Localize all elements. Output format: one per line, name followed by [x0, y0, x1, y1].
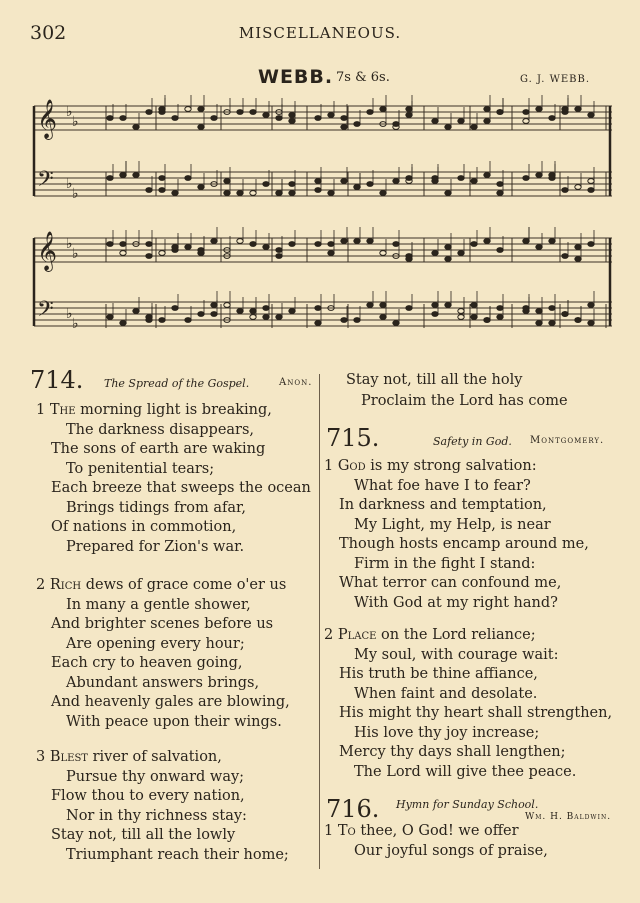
column-divider	[319, 374, 320, 869]
note-head	[237, 309, 243, 314]
running-head: MISCELLANEOUS.	[238, 24, 402, 42]
note-head	[198, 107, 204, 112]
verse-line: With peace upon their wings.	[66, 713, 282, 730]
note-head	[315, 179, 321, 184]
note-head	[276, 191, 282, 196]
note-head	[380, 191, 386, 196]
note-head	[328, 191, 334, 196]
note-head	[315, 306, 321, 311]
verse-line: Prepared for Zion's war.	[66, 538, 245, 555]
note-head	[588, 179, 594, 184]
note-head	[341, 125, 347, 130]
verse-line: Firm in the fight I stand:	[354, 555, 536, 572]
note-head	[549, 176, 555, 181]
note-head	[354, 239, 360, 244]
note-head	[198, 312, 204, 317]
note-head	[263, 113, 269, 118]
verse-line: Brings tidings from afar,	[66, 499, 246, 516]
treble-clef: 𝄞	[37, 231, 58, 271]
note-head	[107, 176, 113, 181]
key-flat: ♭	[66, 236, 73, 252]
bar-lines	[34, 106, 610, 328]
note-head	[575, 257, 581, 262]
verse-line: In darkness and temptation,	[339, 497, 547, 513]
note-head	[445, 245, 451, 250]
key-flat: ♭	[72, 114, 79, 130]
hymn-title-716: Hymn for Sunday School.	[396, 798, 539, 811]
note-head	[471, 242, 477, 247]
verse-line: In many a gentle shower,	[66, 596, 251, 613]
note-head	[159, 318, 165, 323]
note-head	[549, 306, 555, 311]
note-head	[315, 116, 321, 121]
verse-line: 3 Blest river of salvation,	[36, 749, 222, 765]
note-head	[536, 245, 542, 250]
note-head	[315, 188, 321, 193]
verse-line: Abundant answers brings,	[66, 674, 260, 691]
note-head	[289, 119, 295, 124]
note-head	[484, 173, 490, 178]
note-head	[497, 182, 503, 187]
verse-line: The sons of earth are waking	[51, 441, 266, 457]
note-head	[250, 315, 256, 320]
verse-line: My Light, my Help, is near	[354, 516, 551, 533]
note-head	[562, 188, 568, 193]
hymn-author-715: Montgomery.	[530, 435, 605, 446]
note-head	[185, 107, 191, 112]
clefs	[37, 99, 79, 332]
note-head	[263, 306, 269, 311]
note-head	[445, 191, 451, 196]
note-head	[107, 116, 113, 121]
key-flat: ♭	[72, 316, 79, 332]
verse-line: Mercy thy days shall lengthen;	[339, 744, 566, 760]
note-head	[224, 303, 230, 308]
hymn-title-714: The Spread of the Gospel.	[104, 377, 250, 390]
hymn-author-714: Anon.	[279, 377, 313, 388]
note-head	[523, 110, 529, 115]
note-head	[380, 315, 386, 320]
note-head	[250, 191, 256, 196]
note-head	[289, 309, 295, 314]
note-head	[549, 239, 555, 244]
hymn-number-715: 715.	[326, 424, 380, 452]
note-head	[432, 251, 438, 256]
key-flat: ♭	[66, 176, 73, 192]
note-head	[549, 321, 555, 326]
hymn-author-716: Wm. H. Baldwin.	[525, 812, 612, 822]
note-head	[146, 254, 152, 259]
note-head	[120, 251, 126, 256]
note-head	[575, 185, 581, 190]
note-head	[588, 113, 594, 118]
note-head	[159, 188, 165, 193]
note-head	[263, 182, 269, 187]
note-head	[523, 306, 529, 311]
note-head	[289, 113, 295, 118]
note-head	[588, 242, 594, 247]
note-head	[328, 251, 334, 256]
verse-line: With God at my right hand?	[354, 594, 558, 611]
note-head	[471, 303, 477, 308]
note-head	[458, 176, 464, 181]
note-head	[497, 248, 503, 253]
note-head	[432, 312, 438, 317]
note-head	[159, 110, 165, 115]
verse-line: His truth be thine affiance,	[339, 666, 538, 682]
note-head	[536, 107, 542, 112]
note-head	[562, 254, 568, 259]
note-head	[211, 303, 217, 308]
verse-line: What terror can confound me,	[339, 575, 562, 591]
music-score	[0, 0, 640, 370]
note-head	[406, 107, 412, 112]
note-head	[172, 191, 178, 196]
verse-line: Each cry to heaven going,	[51, 655, 243, 671]
note-head	[354, 122, 360, 127]
verse-line: Our joyful songs of praise,	[354, 842, 548, 859]
note-head	[198, 251, 204, 256]
verse-line: 1 God is my strong salvation:	[324, 458, 537, 474]
verse-line: Each breeze that sweeps the ocean	[51, 480, 311, 496]
note-head	[380, 303, 386, 308]
note-head	[159, 251, 165, 256]
note-head	[393, 242, 399, 247]
key-flat: ♭	[66, 306, 73, 322]
note-head	[380, 251, 386, 256]
note-head	[328, 242, 334, 247]
note-head	[562, 312, 568, 317]
staff-lines	[34, 106, 612, 326]
note-head	[120, 116, 126, 121]
note-head	[211, 239, 217, 244]
note-head	[185, 245, 191, 250]
note-head	[484, 107, 490, 112]
note-head	[588, 188, 594, 193]
note-head	[276, 315, 282, 320]
bass-clef: 𝄢	[37, 297, 54, 327]
note-head	[471, 179, 477, 184]
verse-line: When faint and desolate.	[354, 685, 538, 702]
note-head	[341, 318, 347, 323]
note-head	[224, 179, 230, 184]
verse-line: Pursue thy onward way;	[66, 768, 245, 785]
note-head	[406, 306, 412, 311]
verse-line: 1 The morning light is breaking,	[36, 402, 272, 418]
note-head	[237, 239, 243, 244]
note-head	[263, 245, 269, 250]
hymn-number-716: 716.	[326, 795, 380, 823]
note-head	[588, 303, 594, 308]
note-head	[523, 176, 529, 181]
note-head	[536, 321, 542, 326]
note-head	[458, 315, 464, 320]
verse-line: 2 Place on the Lord reliance;	[324, 627, 536, 643]
verse-line: His might thy heart shall strengthen,	[339, 705, 613, 721]
verse-line: And heavenly gales are blowing,	[51, 694, 290, 710]
note-head	[146, 110, 152, 115]
hymn-title-715: Safety in God.	[433, 435, 512, 448]
note-head	[276, 254, 282, 259]
note-head	[341, 179, 347, 184]
note-head	[198, 185, 204, 190]
verse-line: Stay not, till all the holy	[346, 372, 523, 388]
note-head	[237, 191, 243, 196]
verse-line: His love thy joy increase;	[354, 724, 540, 741]
note-head	[432, 303, 438, 308]
note-head	[406, 113, 412, 118]
note-head	[146, 188, 152, 193]
note-head	[575, 107, 581, 112]
note-head	[575, 245, 581, 250]
note-head	[224, 191, 230, 196]
note-head	[523, 119, 529, 124]
note-head	[185, 318, 191, 323]
note-head	[133, 309, 139, 314]
note-head	[562, 107, 568, 112]
note-head	[432, 119, 438, 124]
note-head	[289, 191, 295, 196]
note-head	[445, 257, 451, 262]
verse-line: Of nations in commotion,	[51, 519, 237, 535]
note-head	[497, 306, 503, 311]
note-head	[445, 125, 451, 130]
note-head	[315, 321, 321, 326]
note-head	[250, 309, 256, 314]
note-head	[120, 321, 126, 326]
note-head	[458, 251, 464, 256]
note-head	[367, 182, 373, 187]
page-number: 302	[30, 22, 67, 44]
treble-clef: 𝄞	[37, 99, 58, 139]
note-head	[406, 257, 412, 262]
verse-line: Are opening every hour;	[66, 635, 245, 652]
bass-clef: 𝄢	[37, 167, 54, 197]
verse-line: What foe have I to fear?	[354, 477, 531, 494]
note-head	[341, 239, 347, 244]
note-head	[289, 182, 295, 187]
note-head	[315, 242, 321, 247]
verse-line: Triumphant reach their home;	[66, 846, 289, 863]
verse-line: And brighter scenes before us	[51, 616, 274, 632]
note-head	[367, 303, 373, 308]
note-head	[250, 110, 256, 115]
note-head	[172, 116, 178, 121]
note-head	[120, 173, 126, 178]
note-head	[354, 185, 360, 190]
note-head	[172, 248, 178, 253]
note-head	[237, 110, 243, 115]
verse-line: My soul, with courage wait:	[354, 646, 559, 663]
note-head	[211, 116, 217, 121]
note-head	[497, 110, 503, 115]
verse-line: The darkness disappears,	[66, 421, 255, 438]
note-head	[107, 315, 113, 320]
note-head	[588, 321, 594, 326]
note-head	[263, 315, 269, 320]
note-head	[185, 176, 191, 181]
key-flat: ♭	[66, 104, 73, 120]
note-head	[458, 119, 464, 124]
note-head	[289, 242, 295, 247]
note-head	[341, 116, 347, 121]
verse-line: To penitential tears;	[66, 460, 215, 477]
note-head	[380, 107, 386, 112]
key-flat: ♭	[72, 186, 79, 202]
note-head	[133, 173, 139, 178]
verse-line: Flow thou to every nation,	[51, 788, 245, 804]
tune-meter: 7s & 6s.	[336, 70, 390, 85]
note-head	[328, 113, 334, 118]
note-head	[367, 110, 373, 115]
note-head	[146, 318, 152, 323]
note-head	[484, 119, 490, 124]
note-head	[536, 173, 542, 178]
verse-line: Stay not, till all the lowly	[51, 827, 236, 843]
note-head	[484, 239, 490, 244]
note-head	[159, 176, 165, 181]
note-head	[107, 242, 113, 247]
note-head	[497, 315, 503, 320]
note-head	[393, 122, 399, 127]
note-head	[198, 125, 204, 130]
note-head	[497, 191, 503, 196]
note-head	[367, 239, 373, 244]
tune-composer: G. J. WEBB.	[520, 74, 591, 85]
verse-line: Nor in thy richness stay:	[66, 807, 247, 824]
note-head	[276, 248, 282, 253]
note-head	[523, 239, 529, 244]
note-head	[536, 309, 542, 314]
note-head	[432, 176, 438, 181]
note-head	[211, 312, 217, 317]
verse-line: Though hosts encamp around me,	[339, 536, 589, 552]
note-head	[393, 321, 399, 326]
note-head	[471, 315, 477, 320]
note-head	[354, 318, 360, 323]
note-head	[393, 179, 399, 184]
verse-line: The Lord will give thee peace.	[354, 763, 577, 780]
verse-line: Proclaim the Lord has come	[361, 393, 568, 409]
note-head	[445, 303, 451, 308]
note-head	[133, 125, 139, 130]
note-head	[458, 309, 464, 314]
note-head	[276, 116, 282, 121]
note-head	[172, 306, 178, 311]
note-head	[575, 318, 581, 323]
note-head	[549, 116, 555, 121]
note-head	[250, 242, 256, 247]
note-head	[146, 242, 152, 247]
tune-name: WEBB.	[258, 66, 334, 88]
verse-line: 2 Rich dews of grace come o'er us	[36, 577, 287, 593]
note-head	[120, 242, 126, 247]
verse-line: 1 To thee, O God! we offer	[324, 823, 519, 839]
key-flat: ♭	[72, 246, 79, 262]
note-head	[471, 125, 477, 130]
hymn-number-714: 714.	[30, 366, 84, 394]
